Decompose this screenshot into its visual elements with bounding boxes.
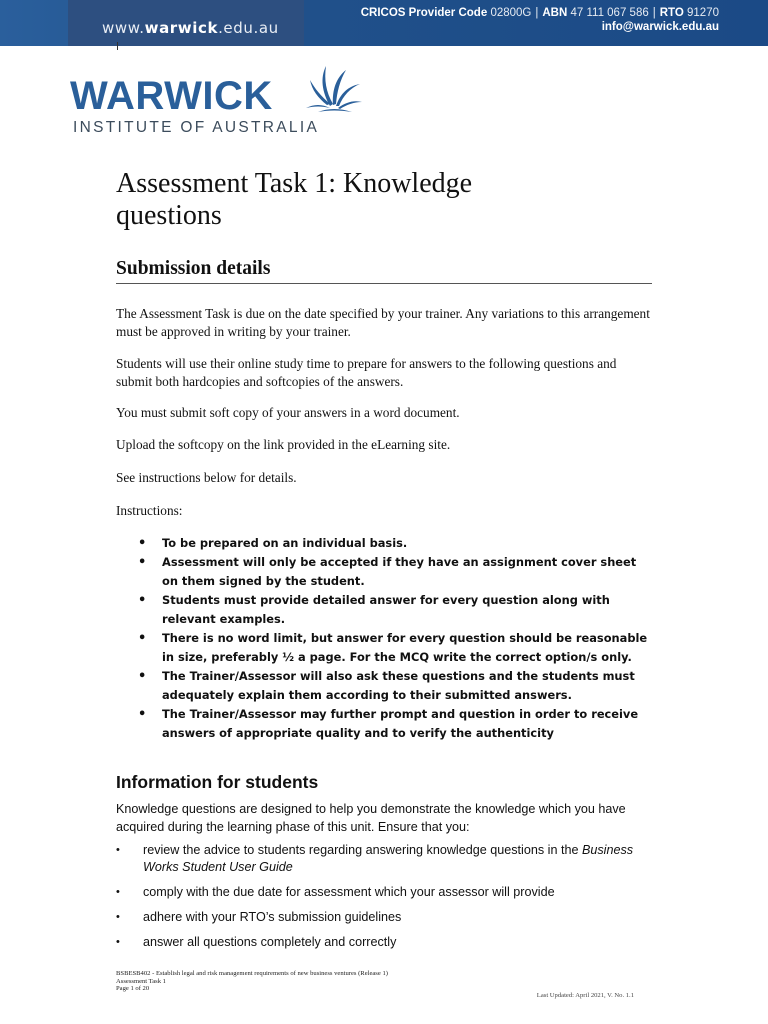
paragraph: You must submit soft copy of your answers in a word document. xyxy=(116,405,460,420)
paragraph: Students will use their online study time to prepare for answers to the following questions and submit both hardcopies and softcopies of the answers. xyxy=(116,356,617,389)
list-item: • adhere with your RTO’s submission guidelines xyxy=(116,909,656,926)
paragraph: Upload the softcopy on the link provided in the eLearning site. xyxy=(116,437,451,452)
list-item: • review the advice to students regarding answering knowledge questions in the Business Works Student User Guide xyxy=(116,842,656,876)
page-footer xyxy=(116,970,388,993)
logo-wordmark: WARWICK xyxy=(70,74,273,118)
warwick-logo xyxy=(70,64,370,140)
footer-last-updated: Last Updated: April 2021, V. No. 1.1 xyxy=(536,992,634,999)
registration-line: CRICOS Provider Code 02800G | ABN 47 111 067 586 | RTO 91270 xyxy=(360,7,719,19)
info-list xyxy=(116,842,656,959)
info-heading: Information for students xyxy=(116,772,319,792)
list-item: • Students must provide detailed answer for every question along with relevant examples. xyxy=(116,591,656,629)
document-title: Assessment Task 1: Knowledge questions xyxy=(116,168,473,231)
list-item: • There is no word limit, but answer for every question should be reasonable in size, preferably ½ a page. For the MCQ write the correct option/s only. xyxy=(116,629,656,667)
footer-unit: BSBESB402 - Establish legal and risk management requirements of new business ventures (Release 1) xyxy=(116,970,388,977)
footer-task: Assessment Task 1 xyxy=(116,977,166,985)
list-item: • answer all questions completely and correctly xyxy=(116,934,656,951)
wave-reed-emblem-icon xyxy=(300,64,364,114)
instructions-list xyxy=(116,534,656,743)
website-url[interactable]: www.warwick.edu.au xyxy=(102,19,279,37)
logo-subtitle: INSTITUTE OF AUSTRALIA xyxy=(73,119,320,136)
info-paragraph: Knowledge questions are designed to help you demonstrate the knowledge which you have acquired during the learning phase of this unit. Ensure that you: xyxy=(116,802,626,834)
section-heading: Submission details xyxy=(116,257,652,284)
list-item: • To be prepared on an individual basis. xyxy=(116,534,656,553)
list-item: • The Trainer/Assessor will also ask these questions and the students must adequately explain them according to their submitted answers. xyxy=(116,667,656,705)
paragraph: The Assessment Task is due on the date specified by your trainer. Any variations to this arrangement must be approved in writing by your trainer. xyxy=(116,306,650,339)
paragraph: See instructions below for details. xyxy=(116,470,297,485)
instructions-label: Instructions: xyxy=(116,503,183,518)
list-item: • The Trainer/Assessor may further prompt and question in order to receive answers of appropriate quality and to verify the authenticity xyxy=(116,705,656,743)
list-item: • comply with the due date for assessment which your assessor will provide xyxy=(116,884,656,901)
list-item: • Assessment will only be accepted if they have an assignment cover sheet on them signed by the student. xyxy=(116,553,656,591)
contact-email[interactable]: info@warwick.edu.au xyxy=(601,21,719,33)
text-cursor-mark xyxy=(117,42,118,50)
footer-page-number: Page 1 of 20 xyxy=(116,985,150,992)
